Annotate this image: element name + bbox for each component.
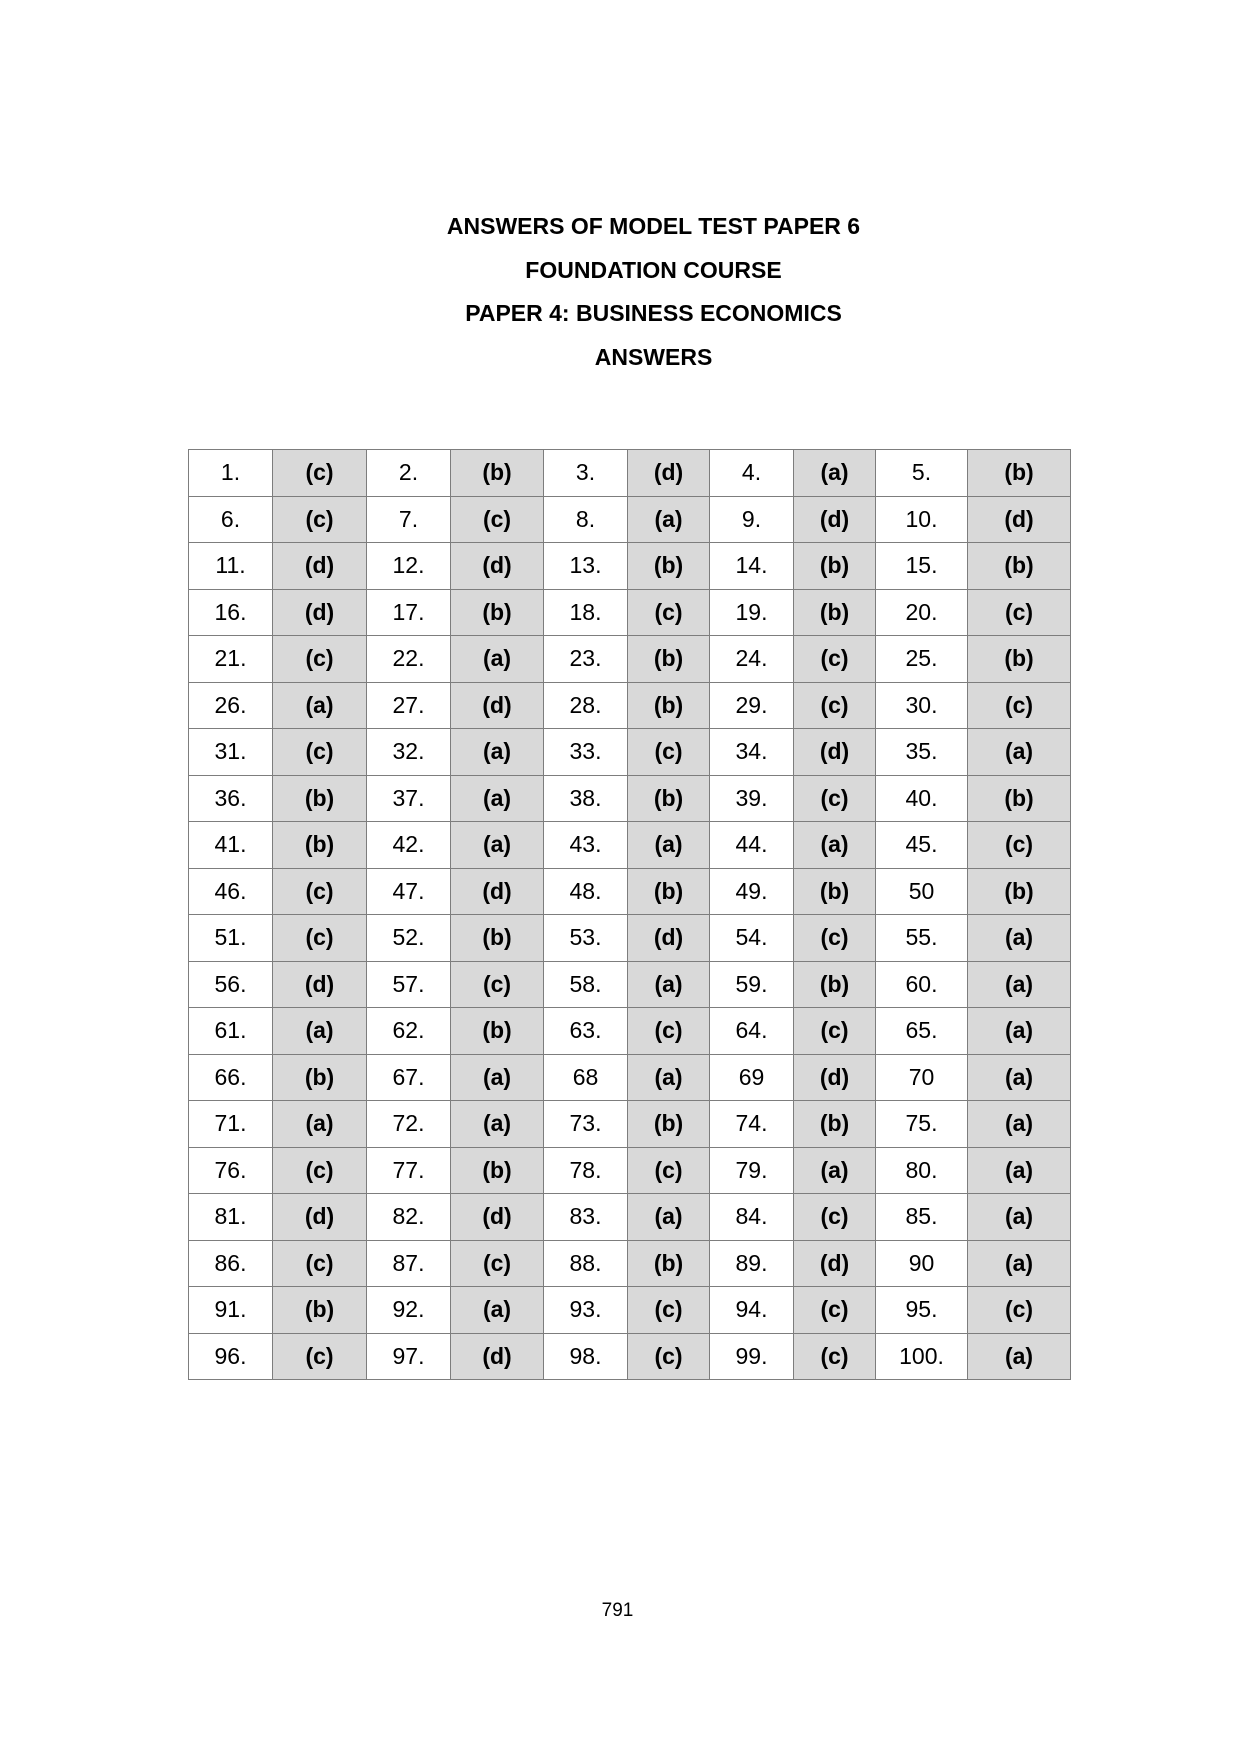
question-number: 94.	[710, 1287, 794, 1334]
answer-option: (a)	[451, 822, 544, 869]
answer-option: (c)	[451, 1240, 544, 1287]
question-number: 76.	[189, 1147, 273, 1194]
question-number: 58.	[544, 961, 628, 1008]
answer-option: (c)	[628, 1287, 710, 1334]
answer-option: (c)	[794, 915, 876, 962]
question-number: 10.	[876, 496, 968, 543]
question-number: 81.	[189, 1194, 273, 1241]
question-number: 25.	[876, 636, 968, 683]
question-number: 98.	[544, 1333, 628, 1380]
question-number: 65.	[876, 1008, 968, 1055]
question-number: 46.	[189, 868, 273, 915]
answer-option: (a)	[451, 1101, 544, 1148]
answer-option: (c)	[451, 961, 544, 1008]
question-number: 15.	[876, 543, 968, 590]
question-number: 96.	[189, 1333, 273, 1380]
table-row	[189, 915, 1071, 962]
question-number: 24.	[710, 636, 794, 683]
answer-option: (b)	[794, 868, 876, 915]
answer-option: (b)	[273, 775, 367, 822]
answer-option: (b)	[451, 450, 544, 497]
answer-option: (b)	[451, 915, 544, 962]
question-number: 100.	[876, 1333, 968, 1380]
section-title: ANSWERS	[594, 343, 713, 370]
answer-option: (c)	[794, 636, 876, 683]
answer-option: (d)	[273, 543, 367, 590]
question-number: 77.	[367, 1147, 451, 1194]
answer-option: (a)	[628, 822, 710, 869]
question-number: 26.	[189, 682, 273, 729]
answer-table-body	[189, 450, 1071, 1380]
question-number: 89.	[710, 1240, 794, 1287]
answer-option: (b)	[628, 1240, 710, 1287]
answer-option: (a)	[451, 775, 544, 822]
answer-option: (d)	[794, 729, 876, 776]
answer-option: (d)	[968, 496, 1071, 543]
table-row	[189, 822, 1071, 869]
question-number: 12.	[367, 543, 451, 590]
question-number: 55.	[876, 915, 968, 962]
question-number: 11.	[189, 543, 273, 590]
question-number: 19.	[710, 589, 794, 636]
answer-option: (d)	[794, 1240, 876, 1287]
answer-option: (b)	[628, 636, 710, 683]
question-number: 95.	[876, 1287, 968, 1334]
question-number: 82.	[367, 1194, 451, 1241]
answer-option: (b)	[451, 1147, 544, 1194]
table-row	[189, 1054, 1071, 1101]
question-number: 52.	[367, 915, 451, 962]
answer-option: (b)	[968, 636, 1071, 683]
table-row	[189, 775, 1071, 822]
answer-option: (c)	[273, 1240, 367, 1287]
question-number: 91.	[189, 1287, 273, 1334]
question-number: 50	[876, 868, 968, 915]
answer-option: (b)	[628, 682, 710, 729]
question-number: 48.	[544, 868, 628, 915]
question-number: 69	[710, 1054, 794, 1101]
answer-option: (d)	[451, 1194, 544, 1241]
table-row	[189, 496, 1071, 543]
answer-option: (c)	[794, 1333, 876, 1380]
question-number: 38.	[544, 775, 628, 822]
answer-option: (c)	[968, 1287, 1071, 1334]
answer-option: (d)	[451, 868, 544, 915]
answer-option: (a)	[968, 961, 1071, 1008]
answer-option: (d)	[794, 496, 876, 543]
answer-option: (b)	[628, 1101, 710, 1148]
answer-option: (b)	[794, 961, 876, 1008]
question-number: 92.	[367, 1287, 451, 1334]
answer-option: (c)	[794, 775, 876, 822]
answer-option: (c)	[273, 496, 367, 543]
answer-option: (c)	[273, 729, 367, 776]
question-number: 39.	[710, 775, 794, 822]
page-number-container	[0, 1600, 1241, 1622]
question-number: 1.	[189, 450, 273, 497]
question-number: 54.	[710, 915, 794, 962]
answer-option: (c)	[968, 682, 1071, 729]
page-heading	[0, 205, 1241, 379]
question-number: 3.	[544, 450, 628, 497]
answer-option: (c)	[273, 868, 367, 915]
question-number: 8.	[544, 496, 628, 543]
question-number: 6.	[189, 496, 273, 543]
answer-option: (d)	[273, 1194, 367, 1241]
answer-option: (c)	[794, 1287, 876, 1334]
answer-option: (b)	[794, 589, 876, 636]
question-number: 34.	[710, 729, 794, 776]
question-number: 87.	[367, 1240, 451, 1287]
question-number: 93.	[544, 1287, 628, 1334]
table-row	[189, 1008, 1071, 1055]
answer-option: (b)	[968, 543, 1071, 590]
answer-option: (a)	[794, 450, 876, 497]
answer-option: (c)	[273, 636, 367, 683]
question-number: 74.	[710, 1101, 794, 1148]
question-number: 78.	[544, 1147, 628, 1194]
table-row	[189, 1333, 1071, 1380]
question-number: 70	[876, 1054, 968, 1101]
question-number: 49.	[710, 868, 794, 915]
answer-option: (a)	[968, 1194, 1071, 1241]
question-number: 73.	[544, 1101, 628, 1148]
answer-option: (b)	[628, 775, 710, 822]
answer-option: (c)	[628, 729, 710, 776]
question-number: 79.	[710, 1147, 794, 1194]
question-number: 83.	[544, 1194, 628, 1241]
answer-option: (d)	[628, 450, 710, 497]
answer-option: (d)	[451, 543, 544, 590]
question-number: 71.	[189, 1101, 273, 1148]
answer-option: (a)	[968, 1101, 1071, 1148]
table-row	[189, 682, 1071, 729]
answer-option: (c)	[628, 1333, 710, 1380]
answer-option: (c)	[794, 1194, 876, 1241]
answer-option: (a)	[968, 1240, 1071, 1287]
question-number: 44.	[710, 822, 794, 869]
question-number: 13.	[544, 543, 628, 590]
question-number: 17.	[367, 589, 451, 636]
question-number: 60.	[876, 961, 968, 1008]
answer-option: (b)	[794, 1101, 876, 1148]
table-row	[189, 729, 1071, 776]
question-number: 21.	[189, 636, 273, 683]
question-number: 97.	[367, 1333, 451, 1380]
answer-option: (b)	[968, 450, 1071, 497]
answer-option: (b)	[628, 543, 710, 590]
question-number: 40.	[876, 775, 968, 822]
answer-option: (c)	[968, 589, 1071, 636]
answer-option: (c)	[273, 1147, 367, 1194]
question-number: 59.	[710, 961, 794, 1008]
question-number: 99.	[710, 1333, 794, 1380]
question-number: 67.	[367, 1054, 451, 1101]
page-number: 791	[601, 1600, 634, 1621]
question-number: 47.	[367, 868, 451, 915]
question-number: 31.	[189, 729, 273, 776]
question-number: 66.	[189, 1054, 273, 1101]
answer-option: (c)	[794, 1008, 876, 1055]
answer-option: (a)	[968, 1147, 1071, 1194]
answer-option: (b)	[794, 543, 876, 590]
answer-option: (d)	[451, 682, 544, 729]
table-row	[189, 1147, 1071, 1194]
answer-option: (a)	[794, 822, 876, 869]
answer-option: (a)	[273, 1008, 367, 1055]
question-number: 7.	[367, 496, 451, 543]
question-number: 9.	[710, 496, 794, 543]
answer-option: (a)	[451, 729, 544, 776]
table-row	[189, 961, 1071, 1008]
question-number: 53.	[544, 915, 628, 962]
answer-option: (c)	[628, 1147, 710, 1194]
question-number: 29.	[710, 682, 794, 729]
answer-option: (c)	[968, 822, 1071, 869]
question-number: 16.	[189, 589, 273, 636]
answer-option: (b)	[968, 775, 1071, 822]
question-number: 27.	[367, 682, 451, 729]
question-number: 5.	[876, 450, 968, 497]
question-number: 75.	[876, 1101, 968, 1148]
answer-option: (a)	[968, 915, 1071, 962]
question-number: 63.	[544, 1008, 628, 1055]
answer-option: (a)	[628, 961, 710, 1008]
answer-option: (a)	[451, 1287, 544, 1334]
answer-option: (c)	[273, 1333, 367, 1380]
question-number: 37.	[367, 775, 451, 822]
answer-option: (d)	[628, 915, 710, 962]
answer-option: (a)	[968, 1008, 1071, 1055]
answer-option: (a)	[968, 729, 1071, 776]
question-number: 18.	[544, 589, 628, 636]
answer-option: (a)	[968, 1054, 1071, 1101]
answer-option: (d)	[273, 589, 367, 636]
answer-option: (c)	[273, 450, 367, 497]
answer-option: (d)	[451, 1333, 544, 1380]
table-row	[189, 868, 1071, 915]
question-number: 68	[544, 1054, 628, 1101]
question-number: 32.	[367, 729, 451, 776]
table-row	[189, 1101, 1071, 1148]
question-number: 51.	[189, 915, 273, 962]
answer-option: (b)	[451, 589, 544, 636]
answer-option: (c)	[794, 682, 876, 729]
question-number: 57.	[367, 961, 451, 1008]
question-number: 86.	[189, 1240, 273, 1287]
page-title: ANSWERS OF MODEL TEST PAPER 6	[446, 213, 861, 239]
answer-option: (a)	[628, 1054, 710, 1101]
question-number: 62.	[367, 1008, 451, 1055]
answer-option: (c)	[451, 496, 544, 543]
answer-table	[188, 449, 1071, 1380]
answer-option: (a)	[628, 496, 710, 543]
answer-option: (a)	[451, 1054, 544, 1101]
question-number: 80.	[876, 1147, 968, 1194]
answer-option: (b)	[451, 1008, 544, 1055]
question-number: 2.	[367, 450, 451, 497]
question-number: 72.	[367, 1101, 451, 1148]
answer-option: (b)	[273, 822, 367, 869]
question-number: 56.	[189, 961, 273, 1008]
question-number: 20.	[876, 589, 968, 636]
question-number: 90	[876, 1240, 968, 1287]
question-number: 61.	[189, 1008, 273, 1055]
question-number: 41.	[189, 822, 273, 869]
question-number: 22.	[367, 636, 451, 683]
question-number: 4.	[710, 450, 794, 497]
question-number: 45.	[876, 822, 968, 869]
answer-option: (c)	[273, 915, 367, 962]
table-row	[189, 636, 1071, 683]
question-number: 43.	[544, 822, 628, 869]
table-row	[189, 1240, 1071, 1287]
table-row	[189, 543, 1071, 590]
answer-option: (b)	[273, 1287, 367, 1334]
answer-option: (b)	[273, 1054, 367, 1101]
table-row	[189, 1194, 1071, 1241]
answer-option: (d)	[273, 961, 367, 1008]
question-number: 85.	[876, 1194, 968, 1241]
question-number: 30.	[876, 682, 968, 729]
answer-option: (a)	[968, 1333, 1071, 1380]
question-number: 42.	[367, 822, 451, 869]
paper-title: PAPER 4: BUSINESS ECONOMICS	[465, 300, 842, 326]
question-number: 36.	[189, 775, 273, 822]
answer-option: (b)	[628, 868, 710, 915]
answer-option: (d)	[794, 1054, 876, 1101]
table-row	[189, 589, 1071, 636]
answer-option: (b)	[968, 868, 1071, 915]
question-number: 33.	[544, 729, 628, 776]
question-number: 28.	[544, 682, 628, 729]
answer-option: (a)	[794, 1147, 876, 1194]
table-row	[189, 1287, 1071, 1334]
question-number: 35.	[876, 729, 968, 776]
question-number: 84.	[710, 1194, 794, 1241]
answer-option: (a)	[273, 682, 367, 729]
question-number: 14.	[710, 543, 794, 590]
answer-option: (c)	[628, 1008, 710, 1055]
answer-option: (a)	[273, 1101, 367, 1148]
answer-option: (a)	[628, 1194, 710, 1241]
question-number: 88.	[544, 1240, 628, 1287]
question-number: 23.	[544, 636, 628, 683]
course-title: FOUNDATION COURSE	[525, 256, 782, 283]
table-row	[189, 450, 1071, 497]
answer-option: (a)	[451, 636, 544, 683]
answer-option: (c)	[628, 589, 710, 636]
question-number: 64.	[710, 1008, 794, 1055]
